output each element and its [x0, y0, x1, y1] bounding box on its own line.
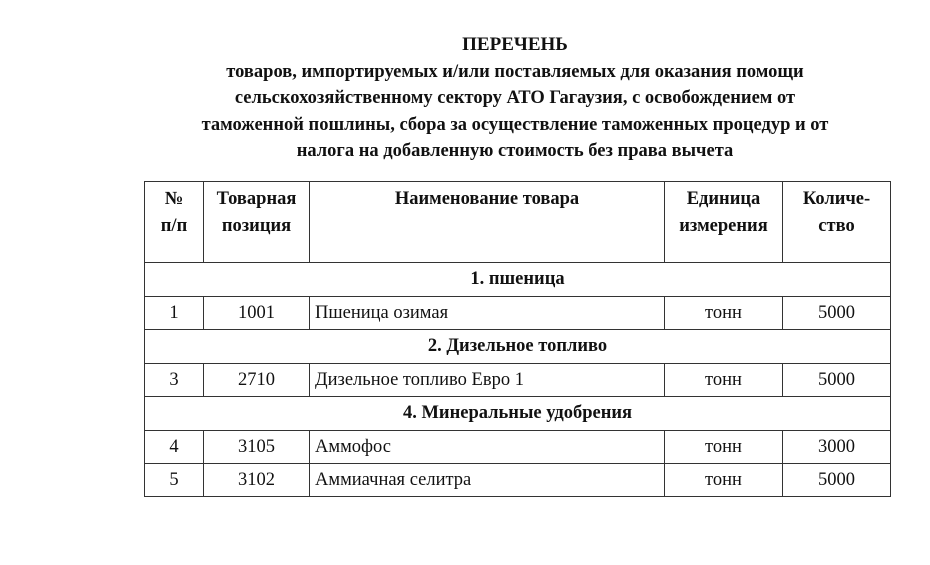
cell-tariff-code: 1001	[204, 297, 310, 330]
cell-number: 5	[145, 464, 204, 497]
cell-unit: тонн	[665, 431, 783, 464]
section-heading: 1. пшеница	[145, 263, 891, 297]
cell-tariff-code: 3105	[204, 431, 310, 464]
cell-product-name: Пшеница озимая	[310, 297, 665, 330]
column-header-number: № п/п	[145, 182, 204, 263]
cell-number: 4	[145, 431, 204, 464]
table-header-row	[145, 182, 891, 263]
goods-table	[144, 181, 891, 497]
cell-unit: тонн	[665, 464, 783, 497]
table-row	[145, 364, 891, 397]
cell-unit: тонн	[665, 297, 783, 330]
section-heading-row	[145, 263, 891, 297]
column-header-product-name: Наименование товара	[310, 182, 665, 263]
document-subtitle-line-3: таможенной пошлины, сбора за осуществление таможенных процедур и от	[201, 114, 829, 135]
cell-product-name: Аммиачная селитра	[310, 464, 665, 497]
cell-number: 3	[145, 364, 204, 397]
cell-tariff-code: 3102	[204, 464, 310, 497]
column-header-unit: Единица измерения	[665, 182, 783, 263]
document-subtitle-line-2: сельскохозяйственному сектору АТО Гагаузия, с освобождением от	[234, 88, 796, 108]
document-subtitle-line-4: налога на добавленную стоимость без права вычета	[296, 141, 734, 161]
section-heading: 2. Дизельное топливо	[145, 330, 891, 364]
document-subtitle-line-1: товаров, импортируемых и/или поставляемых для оказания помощи	[226, 61, 804, 82]
section-heading-row	[145, 330, 891, 364]
cell-quantity: 5000	[783, 297, 891, 330]
cell-unit: тонн	[665, 364, 783, 397]
column-header-tariff-code: Товарная позиция	[204, 182, 310, 263]
table-row	[145, 297, 891, 330]
cell-quantity: 3000	[783, 431, 891, 464]
section-heading-row	[145, 397, 891, 431]
cell-quantity: 5000	[783, 364, 891, 397]
table-row	[145, 431, 891, 464]
cell-number: 1	[145, 297, 204, 330]
section-heading: 4. Минеральные удобрения	[145, 397, 891, 431]
cell-quantity: 5000	[783, 464, 891, 497]
cell-product-name: Дизельное топливо Евро 1	[310, 364, 665, 397]
document-header	[0, 32, 930, 165]
table-row	[145, 464, 891, 497]
column-header-quantity: Количе- ство	[783, 182, 891, 263]
cell-tariff-code: 2710	[204, 364, 310, 397]
document-title: ПЕРЕЧЕНЬ	[462, 34, 568, 55]
cell-product-name: Аммофос	[310, 431, 665, 464]
